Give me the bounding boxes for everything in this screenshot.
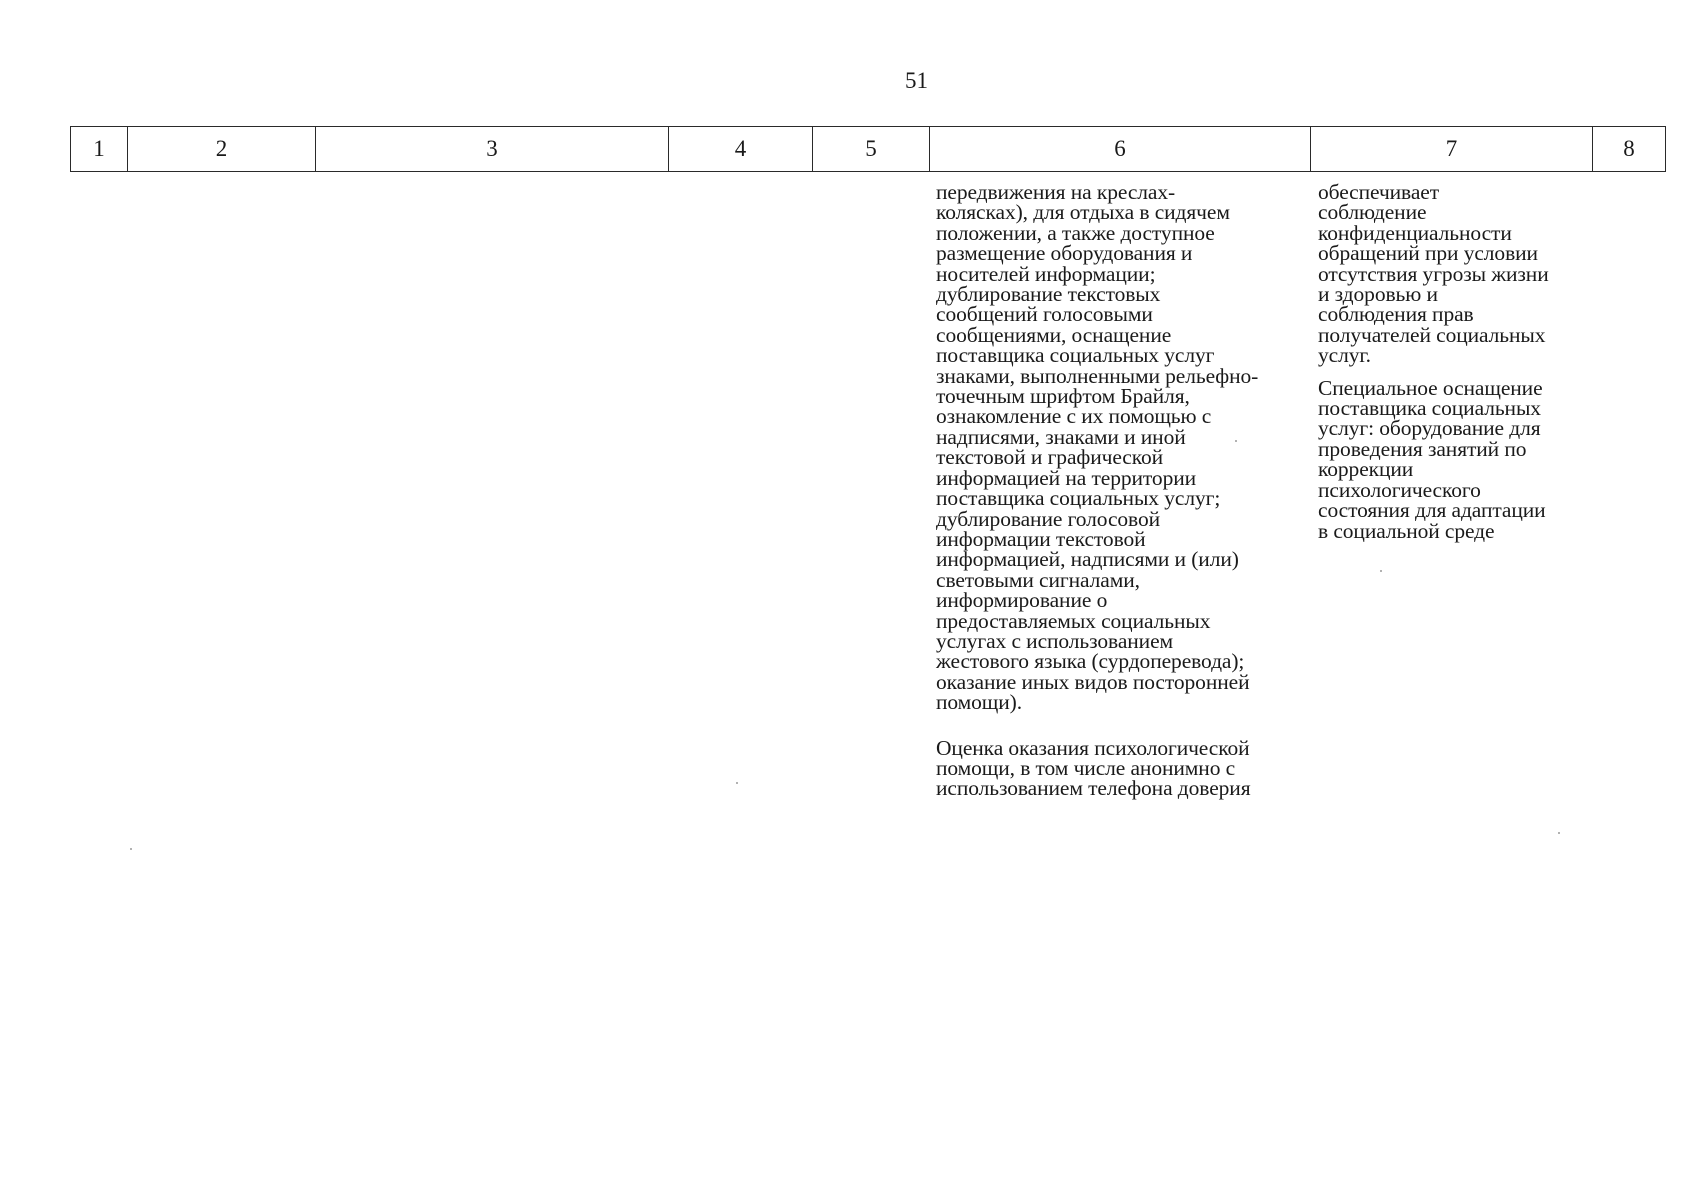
column-6-content <box>936 182 1308 799</box>
header-cell-4: 4 <box>669 127 813 171</box>
header-cell-6: 6 <box>930 127 1311 171</box>
scan-speck <box>130 848 132 850</box>
column-7-paragraph-1: обеспечивает соблюдение конфиденциальности обращений при условии отсутствия угрозы жизни и здоровью и соблюдения прав получателей социальных услуг. <box>1318 180 1549 368</box>
page-number: 51 <box>905 68 928 93</box>
header-cell-1: 1 <box>71 127 128 171</box>
scan-speck <box>1235 440 1237 442</box>
column-7-paragraph-2: Специальное оснащение поставщика социальных услуг: оборудование для проведения занятий по коррекции психологического состояния для адаптации в социальной среде <box>1318 375 1546 543</box>
header-cell-2: 2 <box>128 127 316 171</box>
scan-speck <box>1380 570 1382 572</box>
scan-speck <box>736 782 738 784</box>
column-6-paragraph-1: передвижения на креслах- колясках), для отдыха в сидячем положении, а также доступное размещение оборудования и носителей информации; дублирование текстовых сообщений голосовыми сообщениями, оснащение поставщика социальных услуг знаками, выполненными рельефно- точечным шрифтом Брайля, ознакомление с их помощью с надписями, знаками и иной текстовой и графической информацией на территории поставщика социальных услуг; дублирование голосовой информации текстовой информацией, надписями и (или) световыми сигналами, информирование о предоставляемых социальных услугах с использованием жестового языка (сурдоперевода); оказание иных видов посторонней помощи). <box>936 180 1259 715</box>
table-header-row <box>70 126 1666 172</box>
header-cell-3: 3 <box>316 127 669 171</box>
column-6-paragraph-2: Оценка оказания психологической помощи, в том числе анонимно с использованием телефона доверия <box>936 735 1251 801</box>
header-cell-7: 7 <box>1311 127 1593 171</box>
scan-speck <box>1558 832 1560 834</box>
header-cell-5: 5 <box>813 127 930 171</box>
header-cell-8: 8 <box>1623 136 1635 161</box>
column-7-content <box>1318 182 1592 541</box>
